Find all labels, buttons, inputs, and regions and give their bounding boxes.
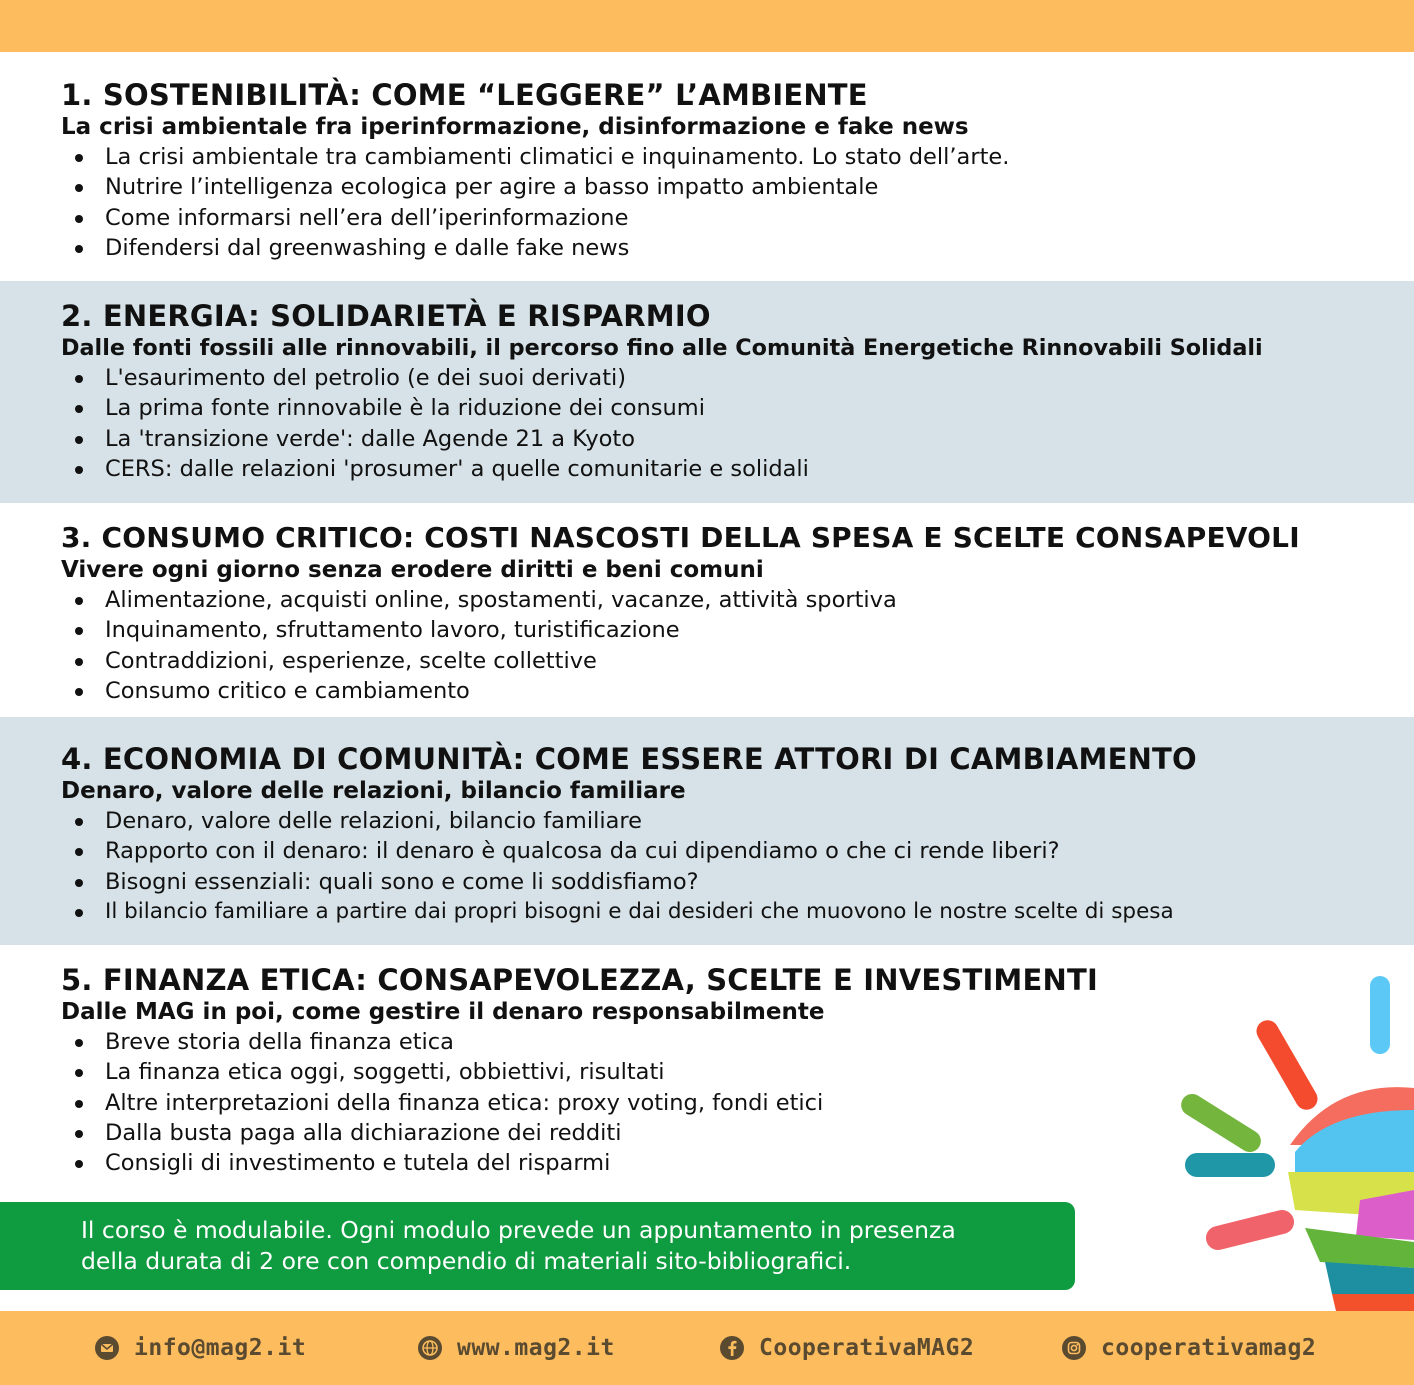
email-link[interactable] xyxy=(95,1331,306,1365)
instagram-text: cooperativamag2 xyxy=(1101,1335,1317,1361)
list-item: La crisi ambientale tra cambiamenti climatici e inquinamento. Lo stato dell’arte. xyxy=(75,142,1414,172)
list-item: Come informarsi nell’era dell’iperinformazione xyxy=(75,203,1414,233)
top-band xyxy=(0,0,1414,52)
list-item: La finanza etica oggi, soggetti, obbiettivi, risultati xyxy=(75,1057,1414,1087)
website-text: www.mag2.it xyxy=(457,1335,615,1361)
list-item: Rapporto con il denaro: il denaro è qualcosa da cui dipendiamo o che ci rende liberi? xyxy=(75,836,1414,866)
globe-icon xyxy=(418,1336,442,1360)
ray-red xyxy=(1252,1016,1321,1114)
list-item: Contraddizioni, esperienze, scelte collettive xyxy=(75,646,1414,676)
list-item: Altre interpretazioni della finanza etica: proxy voting, fondi etici xyxy=(75,1088,1414,1118)
module-2-list xyxy=(61,363,1414,484)
module-2-subtitle: Dalle fonti fossili alle rinnovabili, il percorso fino alle Comunità Energetiche Rinnovabili Solidali xyxy=(61,335,1263,361)
list-item: Breve storia della finanza etica xyxy=(75,1027,1414,1057)
course-note xyxy=(0,1202,1075,1290)
sun-decoration-icon xyxy=(1160,960,1414,1311)
module-4 xyxy=(0,717,1414,945)
email-text: info@mag2.it xyxy=(134,1335,307,1361)
module-4-list xyxy=(61,806,1414,927)
list-item: La 'transizione verde': dalle Agende 21 a Kyoto xyxy=(75,424,1414,454)
website-link[interactable] xyxy=(418,1331,615,1365)
list-item: Inquinamento, sfruttamento lavoro, turistificazione xyxy=(75,615,1414,645)
module-1-subtitle: La crisi ambientale fra iperinformazione, disinformazione e fake news xyxy=(61,114,969,140)
facebook-icon xyxy=(720,1336,744,1360)
course-note-line-1: Il corso è modulabile. Ogni modulo prevede un appuntamento in presenza xyxy=(81,1216,956,1244)
module-2-title: 2. ENERGIA: SOLIDARIETÀ E RISPARMIO xyxy=(61,299,711,333)
module-3-subtitle: Vivere ogni giorno senza erodere diritti e beni comuni xyxy=(61,557,764,583)
module-5-title: 5. FINANZA ETICA: CONSAPEVOLEZZA, SCELTE E INVESTIMENTI xyxy=(61,963,1098,997)
instagram-link[interactable] xyxy=(1062,1331,1316,1365)
course-note-line-2: della durata di 2 ore con compendio di materiali sito-bibliografici. xyxy=(81,1247,852,1275)
facebook-link[interactable] xyxy=(720,1331,974,1365)
module-5-subtitle: Dalle MAG in poi, come gestire il denaro responsabilmente xyxy=(61,999,825,1025)
module-4-subtitle: Denaro, valore delle relazioni, bilancio familiare xyxy=(61,778,686,804)
ray-pink xyxy=(1203,1207,1296,1252)
sun-band-red xyxy=(1332,1294,1414,1311)
list-item: L'esaurimento del petrolio (e dei suoi derivati) xyxy=(75,363,1414,393)
list-item: Alimentazione, acquisti online, spostamenti, vacanze, attività sportiva xyxy=(75,585,1414,615)
list-item: Difendersi dal greenwashing e dalle fake news xyxy=(75,233,1414,263)
ray-teal xyxy=(1185,1153,1275,1177)
facebook-text: CooperativaMAG2 xyxy=(759,1335,975,1361)
list-item: CERS: dalle relazioni 'prosumer' a quelle comunitarie e solidali xyxy=(75,454,1414,484)
list-item: Consigli di investimento e tutela del risparmi xyxy=(75,1148,1414,1178)
module-3-list xyxy=(61,585,1414,706)
envelope-icon xyxy=(95,1336,119,1360)
ray-blue xyxy=(1370,976,1390,1054)
footer xyxy=(0,1311,1414,1385)
list-item: Bisogni essenziali: quali sono e come li soddisfiamo? xyxy=(75,867,1414,897)
list-item: Nutrire l’intelligenza ecologica per agire a basso impatto ambientale xyxy=(75,172,1414,202)
module-3 xyxy=(0,503,1414,717)
module-1-list xyxy=(61,142,1414,263)
list-item: La prima fonte rinnovabile è la riduzione dei consumi xyxy=(75,393,1414,423)
list-item: Il bilancio familiare a partire dai propri bisogni e dai desideri che muovono le nostre scelte di spesa xyxy=(75,897,1414,927)
ray-green xyxy=(1177,1090,1265,1156)
list-item: Dalla busta paga alla dichiarazione dei redditi xyxy=(75,1118,1414,1148)
module-1-title: 1. SOSTENIBILITÀ: COME “LEGGERE” L’AMBIENTE xyxy=(61,78,868,112)
module-1 xyxy=(0,52,1414,281)
module-4-title: 4. ECONOMIA DI COMUNITÀ: COME ESSERE ATTORI DI CAMBIAMENTO xyxy=(61,742,1197,776)
instagram-icon xyxy=(1062,1336,1086,1360)
module-2 xyxy=(0,281,1414,503)
module-3-title: 3. CONSUMO CRITICO: COSTI NASCOSTI DELLA SPESA E SCELTE CONSAPEVOLI xyxy=(61,521,1300,554)
list-item: Consumo critico e cambiamento xyxy=(75,676,1414,706)
list-item: Denaro, valore delle relazioni, bilancio familiare xyxy=(75,806,1414,836)
